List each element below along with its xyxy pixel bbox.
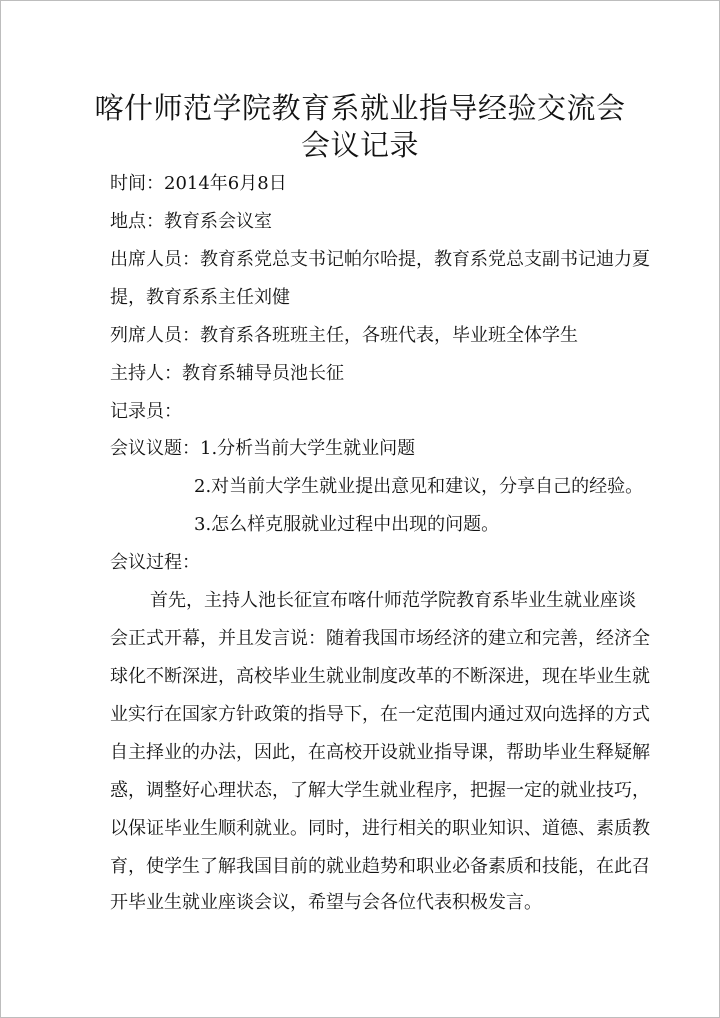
process-paragraph-line: 球化不断深进，高校毕业生就业制度改革的不断深进，现在毕业生就: [110, 666, 650, 687]
meeting-attendees-line2: 提，教育系系主任刘健: [110, 287, 290, 308]
meeting-topic-1: 会议议题：1.分析当前大学生就业问题: [110, 438, 416, 459]
process-paragraph-line: 首先，主持人池长征宣布喀什师范学院教育系毕业生就业座谈: [150, 590, 636, 611]
process-paragraph-line: 开毕业生就业座谈会议，希望与会各位代表积极发言。: [110, 892, 542, 913]
meeting-time: 时间：2014年6月8日: [110, 173, 287, 194]
meeting-attendees-line1: 出席人员：教育系党总支书记帕尔哈提，教育系党总支副书记迪力夏: [110, 249, 650, 270]
meeting-observers: 列席人员：教育系各班班主任，各班代表，毕业班全体学生: [110, 325, 578, 346]
process-paragraph-line: 会正式开幕，并且发言说：随着我国市场经济的建立和完善，经济全: [110, 628, 650, 649]
process-paragraph-line: 惑，调整好心理状态，了解大学生就业程序，把握一定的就业技巧，: [110, 780, 650, 801]
meeting-host: 主持人：教育系辅导员池长征: [110, 363, 344, 384]
meeting-topic-2: 2.对当前大学生就业提出意见和建议，分享自己的经验。: [194, 476, 644, 497]
process-paragraph-line: 育，使学生了解我国目前的就业趋势和职业必备素质和技能，在此召: [110, 856, 650, 877]
meeting-process-heading: 会议过程：: [110, 552, 200, 573]
process-paragraph-line: 自主择业的办法，因此，在高校开设就业指导课，帮助毕业生释疑解: [110, 742, 650, 763]
meeting-place: 地点：教育系会议室: [110, 211, 272, 232]
process-paragraph-line: 以保证毕业生顺利就业。同时，进行相关的职业知识、道德、素质教: [110, 818, 650, 839]
process-paragraph-line: 业实行在国家方针政策的指导下，在一定范围内通过双向选择的方式: [110, 704, 650, 725]
document-title-line2: 会议记录: [300, 128, 419, 162]
meeting-topic-3: 3.怎么样克服就业过程中出现的问题。: [194, 514, 500, 535]
document-title-line1: 喀什师范学院教育系就业指导经验交流会: [94, 91, 626, 125]
meeting-recorder: 记录员：: [110, 401, 182, 422]
